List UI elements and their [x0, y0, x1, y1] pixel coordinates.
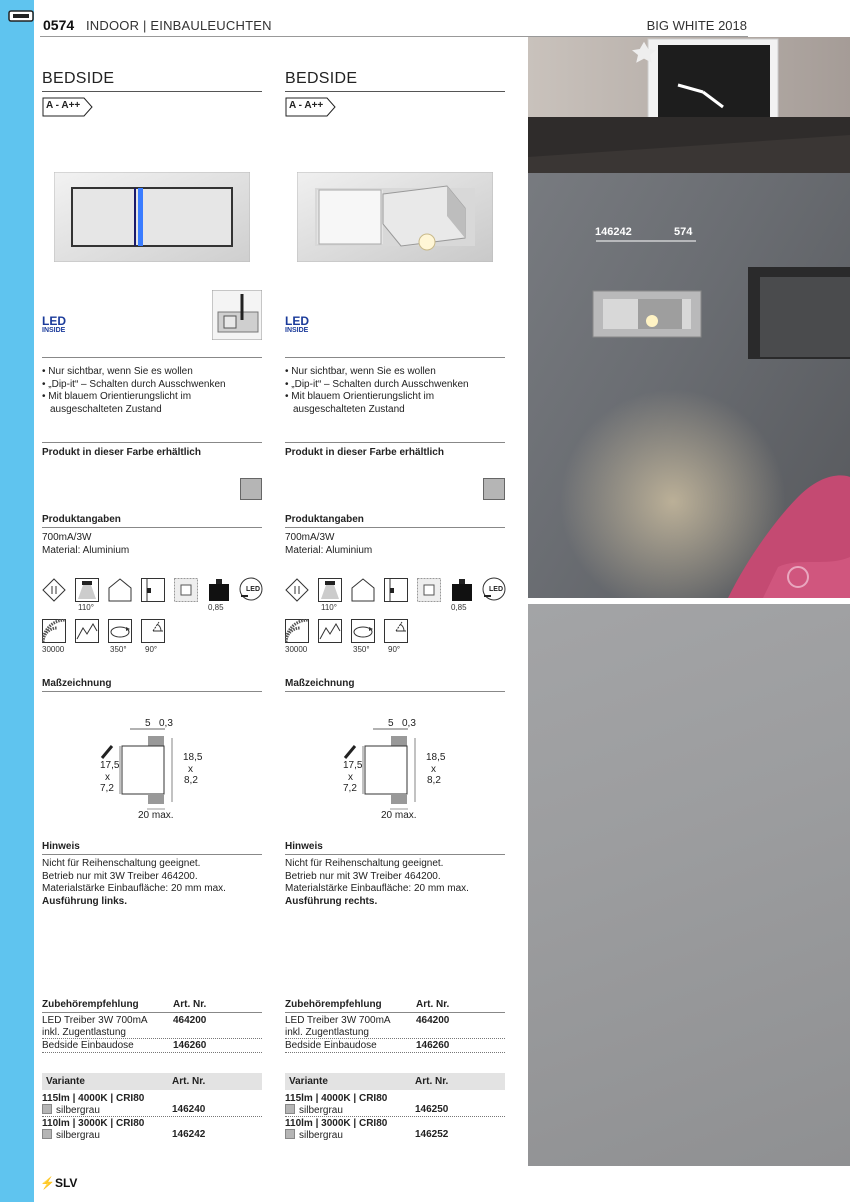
dim-x-right: x: [431, 764, 436, 775]
rule: [42, 527, 262, 528]
dim-right2: 8,2: [427, 775, 441, 786]
rule: [42, 854, 262, 855]
feature-list: [42, 366, 262, 416]
notes: Nicht für Reihenschaltung geeignet. Betrieb nur mit 3W Treiber 464200. Materialstärke Einbaufläche: 20 mm max. Ausführung rechts.: [285, 858, 469, 907]
dim-top2: 0,3: [402, 718, 416, 729]
feature-item: ausgeschalteten Zustand: [293, 403, 405, 415]
rule: [42, 357, 262, 358]
feature-item: • Mit blauem Orientierungslicht im: [42, 391, 192, 402]
rotation-icon: [108, 619, 132, 643]
variant-row: 110lm | 3000K | CRI80 silbergrau: [285, 1118, 388, 1141]
color-swatch-silvergrey: [240, 478, 262, 500]
lifetime-icon: [42, 619, 66, 643]
variant-heading: Variante: [289, 1076, 328, 1087]
rotation-label: 350°: [353, 645, 370, 654]
installation-thumbnail: [212, 290, 262, 340]
title-rule: [285, 91, 505, 92]
class-ii-icon: [42, 578, 66, 602]
lifetime-label: 30000: [285, 645, 308, 654]
color-swatch-silvergrey: [483, 478, 505, 500]
dim-right2: 8,2: [184, 775, 198, 786]
dim-right1: 18,5: [183, 752, 203, 763]
switch-cycles-icon: [75, 619, 99, 643]
art-heading: Art. Nr.: [415, 1076, 449, 1087]
art-heading: Art. Nr.: [172, 1076, 206, 1087]
rule: [285, 691, 505, 692]
dim-x-right: x: [188, 764, 193, 775]
note-heading: Hinweis: [42, 841, 80, 852]
variant-art: 146250: [415, 1104, 449, 1115]
photo-article-label: 146242: [595, 226, 632, 238]
dotted-rule: [42, 1116, 262, 1117]
color-heading: Produkt in dieser Farbe erhältlich: [285, 447, 444, 458]
drawing-heading: Maßzeichnung: [285, 678, 355, 689]
color-heading: Produkt in dieser Farbe erhältlich: [42, 447, 201, 458]
product-image-left: [54, 172, 250, 262]
beam-angle-label: 110°: [321, 603, 337, 612]
product-title: BEDSIDE: [42, 70, 115, 87]
feature-item: • „Dip-it“ – Schalten durch Ausschwenken: [285, 378, 469, 390]
accessory-row: LED Treiber 3W 700mA inkl. Zugentlastung: [285, 1015, 391, 1038]
lifetime-icon: [285, 619, 309, 643]
art-heading: Art. Nr.: [416, 999, 450, 1010]
rule: [285, 854, 505, 855]
wall-mount-icon: [351, 578, 375, 602]
svg-text:LED: LED: [489, 586, 503, 593]
rule: [42, 442, 262, 443]
dim-left2: 7,2: [100, 783, 114, 794]
rule: [285, 527, 505, 528]
feature-list: [285, 366, 505, 416]
recessed-light-icon: [6, 7, 36, 27]
product-image-right: [297, 172, 493, 262]
photo-page-label: 574: [674, 226, 693, 238]
dotted-rule: [285, 1038, 505, 1039]
room-scene: [528, 37, 850, 598]
feature-item: • „Dip-it“ – Schalten durch Ausschwenken: [42, 378, 226, 390]
switch-cycles-icon: [318, 619, 342, 643]
color-square: [42, 1104, 52, 1114]
category-title: INDOOR | EINBAULEUCHTEN: [86, 18, 272, 33]
dimension-drawing: [92, 716, 232, 826]
accessory-heading: Zubehörempfehlung: [42, 999, 139, 1010]
feature-item: • Mit blauem Orientierungslicht im: [285, 391, 435, 402]
rule: [285, 357, 505, 358]
specs: 700mA/3W Material: Aluminium: [42, 532, 130, 556]
led-replaceable-icon: [481, 576, 507, 602]
catalog-title: BIG WHITE 2018: [646, 18, 747, 33]
led-replaceable-icon: [238, 576, 264, 602]
recessed-icon: [141, 578, 165, 602]
accessory-row: Bedside Einbaudose: [285, 1040, 377, 1051]
rotation-label: 350°: [110, 645, 127, 654]
svg-text:LED: LED: [246, 586, 260, 593]
accessory-art: 146260: [416, 1040, 450, 1051]
specs-heading: Produktangaben: [285, 514, 364, 525]
factor-label: 0,85: [208, 603, 224, 612]
energy-label: A - A++: [46, 100, 81, 111]
dim-bottom: 20 max.: [381, 810, 417, 821]
room-photo: [528, 37, 850, 598]
tilt-label: 90°: [388, 645, 401, 654]
rule: [285, 442, 505, 443]
color-square: [42, 1129, 52, 1139]
dotted-rule: [285, 1052, 505, 1053]
page-number: 0574: [43, 17, 75, 33]
rule: [42, 1012, 262, 1013]
recessed-icon: [384, 578, 408, 602]
dim-top2: 0,3: [159, 718, 173, 729]
side-color-strip: [0, 0, 34, 1202]
energy-label: A - A++: [289, 100, 324, 111]
dotted-rule: [42, 1052, 262, 1053]
dim-left1: 17,5: [343, 760, 363, 771]
specs-heading: Produktangaben: [42, 514, 121, 525]
rotation-icon: [351, 619, 375, 643]
rule: [285, 1012, 505, 1013]
insulation-icon: [417, 578, 441, 602]
art-heading: Art. Nr.: [173, 999, 207, 1010]
feature-item: ausgeschalteten Zustand: [50, 403, 162, 415]
accessory-row: LED Treiber 3W 700mA inkl. Zugentlastung: [42, 1015, 148, 1038]
dim-x-left: x: [105, 772, 110, 783]
lifetime-label: 30000: [42, 645, 65, 654]
dim-bottom: 20 max.: [138, 810, 174, 821]
wall-photo: [528, 604, 850, 1166]
variant-art: 146242: [172, 1129, 206, 1140]
variant-row: 110lm | 3000K | CRI80 silbergrau: [42, 1118, 145, 1141]
accessory-art: 464200: [416, 1015, 450, 1026]
rule: [42, 691, 262, 692]
accessory-heading: Zubehörempfehlung: [285, 999, 382, 1010]
dotted-rule: [42, 1038, 262, 1039]
dim-top: 5: [388, 718, 394, 729]
dim-top: 5: [145, 718, 151, 729]
dim-right1: 18,5: [426, 752, 446, 763]
title-rule: [42, 91, 262, 92]
led-inside-badge: LED INSIDE: [42, 314, 66, 334]
drawing-heading: Maßzeichnung: [42, 678, 112, 689]
variant-row: 115lm | 4000K | CRI80 silbergrau: [285, 1093, 388, 1116]
note-heading: Hinweis: [285, 841, 323, 852]
wall-mount-icon: [108, 578, 132, 602]
feature-item: • Nur sichtbar, wenn Sie es wollen: [285, 366, 436, 377]
weight-icon: [450, 578, 474, 602]
notes: Nicht für Reihenschaltung geeignet. Betrieb nur mit 3W Treiber 464200. Materialstärke Einbaufläche: 20 mm max. Ausführung links.: [42, 858, 226, 907]
insulation-icon: [174, 578, 198, 602]
color-square: [285, 1104, 295, 1114]
beam-angle-icon: [75, 578, 99, 602]
feature-item: • Nur sichtbar, wenn Sie es wollen: [42, 366, 193, 377]
class-ii-icon: [285, 578, 309, 602]
led-inside-badge: LED INSIDE: [285, 314, 309, 334]
product-title: BEDSIDE: [285, 70, 358, 87]
slv-logo: ⚡SLV: [40, 1176, 78, 1190]
color-square: [285, 1129, 295, 1139]
dim-left2: 7,2: [343, 783, 357, 794]
factor-label: 0,85: [451, 603, 467, 612]
weight-icon: [207, 578, 231, 602]
accessory-art: 146260: [173, 1040, 207, 1051]
beam-angle-icon: [318, 578, 342, 602]
side-strip-bottom: [0, 1166, 34, 1202]
beam-angle-label: 110°: [78, 603, 94, 612]
variant-art: 146252: [415, 1129, 449, 1140]
dim-x-left: x: [348, 772, 353, 783]
specs: 700mA/3W Material: Aluminium: [285, 532, 373, 556]
variant-row: 115lm | 4000K | CRI80 silbergrau: [42, 1093, 145, 1116]
tilt-icon: [141, 619, 165, 643]
accessory-row: Bedside Einbaudose: [42, 1040, 134, 1051]
tilt-label: 90°: [145, 645, 158, 654]
dimension-drawing: [335, 716, 475, 826]
variant-art: 146240: [172, 1104, 206, 1115]
accessory-art: 464200: [173, 1015, 207, 1026]
variant-heading: Variante: [46, 1076, 85, 1087]
dim-left1: 17,5: [100, 760, 120, 771]
tilt-icon: [384, 619, 408, 643]
dotted-rule: [285, 1116, 505, 1117]
